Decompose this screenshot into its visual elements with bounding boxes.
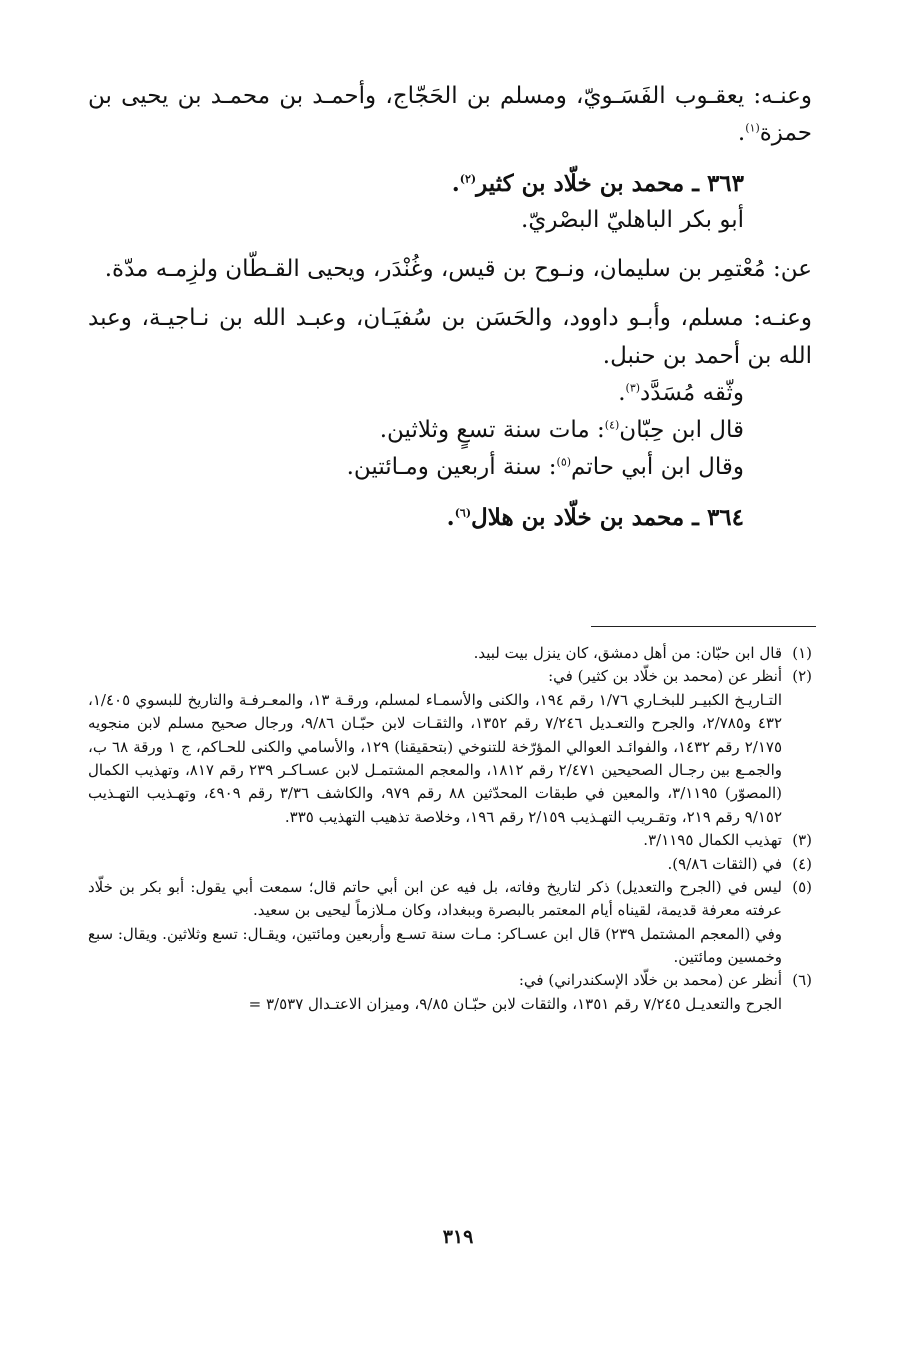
footnote-6: (٦) أنظر عن (محمد بن خلّاد الإسكندراني) في: الجرح والتعديـل ٧/٢٤٥ رقم ١٣٥١، والثقات لابن حبّـان ٩/٨٥، وميزان الاعتـدال ٣/٥٣٧ = xyxy=(248,971,812,1013)
footnote-ref[interactable]: (١) xyxy=(745,121,760,135)
entry-363-title: ٣٦٣ ـ محمد بن خلّاد بن كثير$^{(٢)}$. xyxy=(451,169,744,197)
footnote-4: (٤) في (الثقات ٩/٨٦). xyxy=(667,854,812,873)
footnote-ref[interactable]: (٦) xyxy=(454,505,472,519)
main-text xyxy=(88,78,812,536)
entry-363-kunya: أبو بكر الباهليّ البصْريّ. xyxy=(521,206,744,233)
students-paragraph-362: وعنـه: يعقـوب الفَسَـويّ، ومسلم بن الحَجّاج، وأحمـد بن محمـد بن يحيى بن حمزة$^{(١)}$. xyxy=(88,83,812,147)
footnote-5: (٥) ليس في (الجرح والتعديل) ذكر لتاريخ وفاته، بل فيه عن ابن أبي حاتم قال؛ سمعت أبي يقول: أبو بكر بن خلّاد عرفته معرفة قديمة، لقيناه أيام المعتمر بالبصرة وببغداد، وكان مـلازماً ليحيى بن سعيد. وفي (المعجم المشتمل ٢٣٩) قال ابن عسـاكر: مـات سنة تسـع وأربعين ومائتين، ويقـال: تسع وثلاثين. ويقال: سبع وخمسين ومائتين. xyxy=(88,877,812,967)
footnote-separator xyxy=(591,626,816,627)
entry-363-teachers: عن: مُعْتمِر بن سليمان، ونـوح بن قيس، وغُنْدَر، ويحيى القـطّان ولزِمـه مدّة. xyxy=(104,256,812,282)
footnote-ref[interactable]: (٣) xyxy=(625,381,641,395)
entry-364-title: ٣٦٤ ـ محمد بن خلّاد بن هلال$^{(٦)}$. xyxy=(446,503,744,531)
footnotes xyxy=(88,642,812,1016)
entry-363-tawthiq: وثّقه مُسَدَّد$^{(٣)}$. xyxy=(618,379,744,406)
footnote-ref[interactable]: (٤) xyxy=(604,418,620,432)
entry-363-students: وعنـه: مسلم، وأبـو داوود، والحَسَن بن سُفيَـان، وعبـد الله بن نـاجيـة، وعبد الله بن أحمد بن حنبل. xyxy=(88,305,812,369)
footnote-ref[interactable]: (٢) xyxy=(459,171,477,185)
footnote-1: (١) قال ابن حبّان: من أهل دمشق، كان ينزل بيت لبيد. xyxy=(473,644,812,662)
footnote-2: (٢) أنظر عن (محمد بن خلّاد بن كثير) في: التـاريـخ الكبيـر للبخـاري ١/٧٦ رقم ١٩٤، والكنى والأسمـاء لمسلم، ورقـة ١٣، والمعـرفـة والتاريخ للبسوي ١/٤٠٥، ٤٣٢ و٢/٧٨٥، والجرح والتعـديل ٧/٢٤٦ رقم ١٣٥٢، والثقـات لابن حبّـان ٩/٨٦، ورجال صحيح مسلم لابن منجويه ٢/١٧٥ رقم ١٤٣٢، والفوائـد العوالي المؤرّخة للتنوخي (بتحقيقنا) ١٢٩، والأسامي والكنى للحـاكم، ج ١ ورقة ٦٨ ب، والجمـع بين رجـال الصحيحين ٢/٤٧١ رقم ١٨١٢، والمعجم المشتمـل لابن عسـاكـر ٢٣٩ رقم ٨١٧، وتهذيب الكمال (المصوّر) ٣/١١٩٥، والمعين في طبقات المحدّثين ٨٨ رقم ٩٧٩، والكاشف ٣/٣٦ رقم ٤٩٠٩، وتهـذيب التهـذيب ٩/١٥٢ رقم ٢١٩، وتقـريب التهـذيب ٢/١٥٩ رقم ١٩٦، وخلاصة تذهيب التهذيب ٣٣٥. xyxy=(88,667,812,826)
entry-363-ibn-hibban: قال ابن حِبّان$^{(٤)}$: مات سنة تسعٍ وثلاثين. xyxy=(379,417,744,443)
page-number: ٣١٩ xyxy=(442,1226,474,1248)
footnote-3: (٣) تهذيب الكمال ٣/١١٩٥. xyxy=(643,831,812,850)
footnote-ref[interactable]: (٥) xyxy=(556,455,572,469)
entry-363-ibn-abi-hatim: وقال ابن أبي حاتم$^{(٥)}$: سنة أربعين ومـائتين. xyxy=(346,454,744,481)
